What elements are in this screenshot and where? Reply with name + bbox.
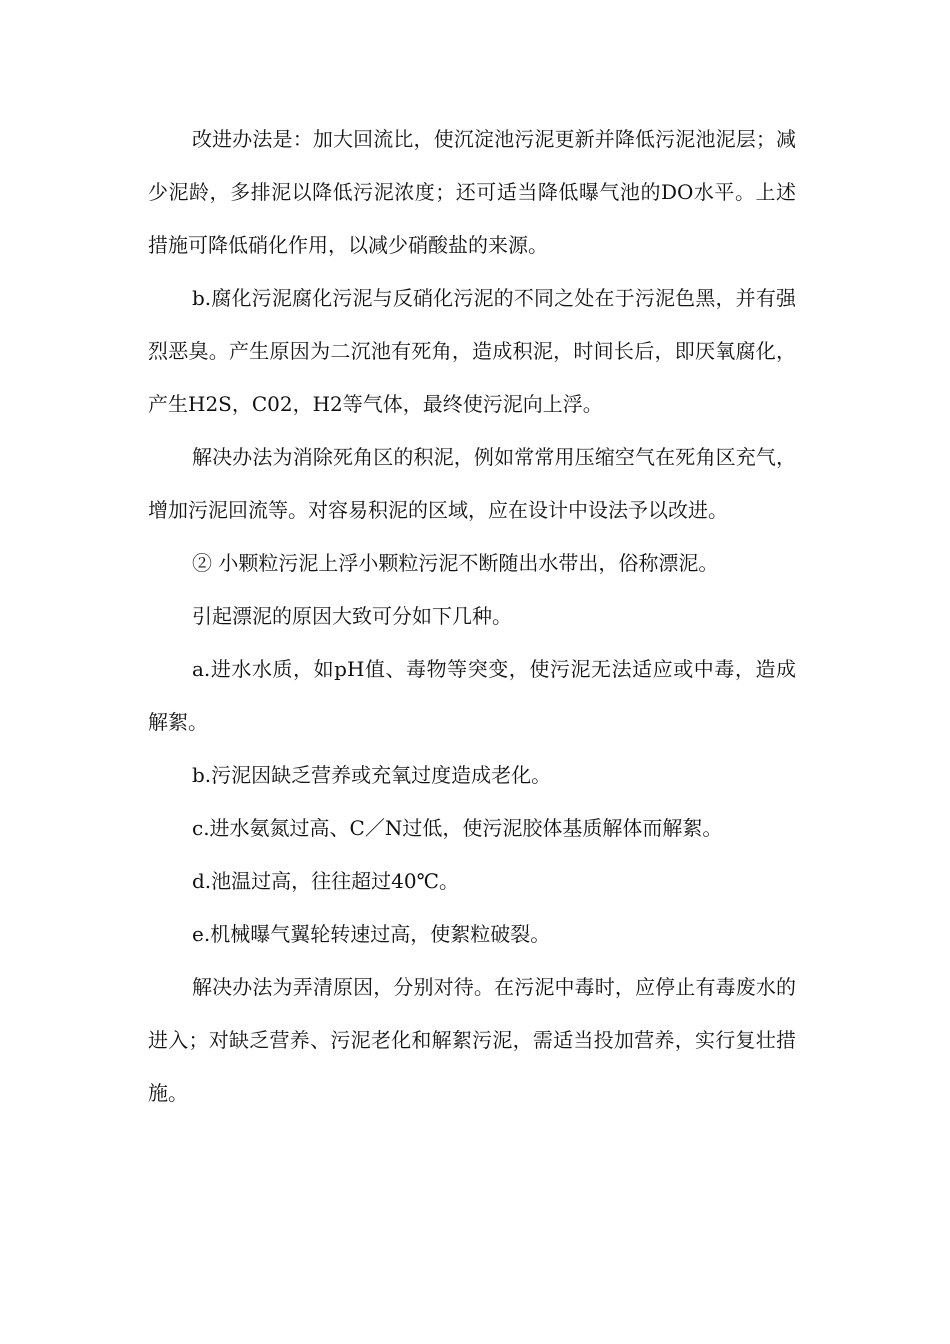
paragraph-cause-c: c.进水氨氮过高、C／N过低，使污泥胶体基质解体而解絮。	[192, 816, 723, 840]
document-body	[148, 113, 796, 1120]
paragraph-cause-a: a.进水水质，如pH值、毒物等突变，使污泥无法适应或中毒，造成解絮。	[148, 657, 796, 734]
paragraph-final-solution: 解决办法为弄清原因，分别对待。在污泥中毒时，应停止有毒废水的进入；对缺乏营养、污泥老化和解絮污泥，需适当投加营养，实行复壮措施。	[148, 975, 796, 1105]
paragraph-putrefied-sludge: b.腐化污泥腐化污泥与反硝化污泥的不同之处在于污泥色黑，并有强烈恶臭。产生原因为二沉池有死角，造成积泥，时间长后，即厌氧腐化，产生H2S，C02，H2等气体，最终使污泥向上浮。	[148, 286, 796, 416]
paragraph-cause-d: d.池温过高，往往超过40℃。	[192, 869, 459, 893]
paragraph-dead-zone-solution: 解决办法为消除死角区的积泥，例如常常用压缩空气在死角区充气，增加污泥回流等。对容易积泥的区域，应在设计中设法予以改进。	[148, 445, 796, 522]
paragraph-improvement-method: 改进办法是：加大回流比，使沉淀池污泥更新并降低污泥池泥层；减少泥龄，多排泥以降低污泥浓度；还可适当降低曝气池的DO水平。上述措施可降低硝化作用，以减少硝酸盐的来源。	[148, 127, 796, 257]
paragraph-cause-e: e.机械曝气翼轮转速过高，使絮粒破裂。	[192, 922, 551, 946]
paragraph-cause-b: b.污泥因缺乏营养或充氧过度造成老化。	[192, 763, 552, 787]
paragraph-small-particle-sludge: ② 小颗粒污泥上浮小颗粒污泥不断随出水带出，俗称漂泥。	[192, 551, 719, 575]
paragraph-causes-intro: 引起漂泥的原因大致可分如下几种。	[192, 604, 512, 628]
